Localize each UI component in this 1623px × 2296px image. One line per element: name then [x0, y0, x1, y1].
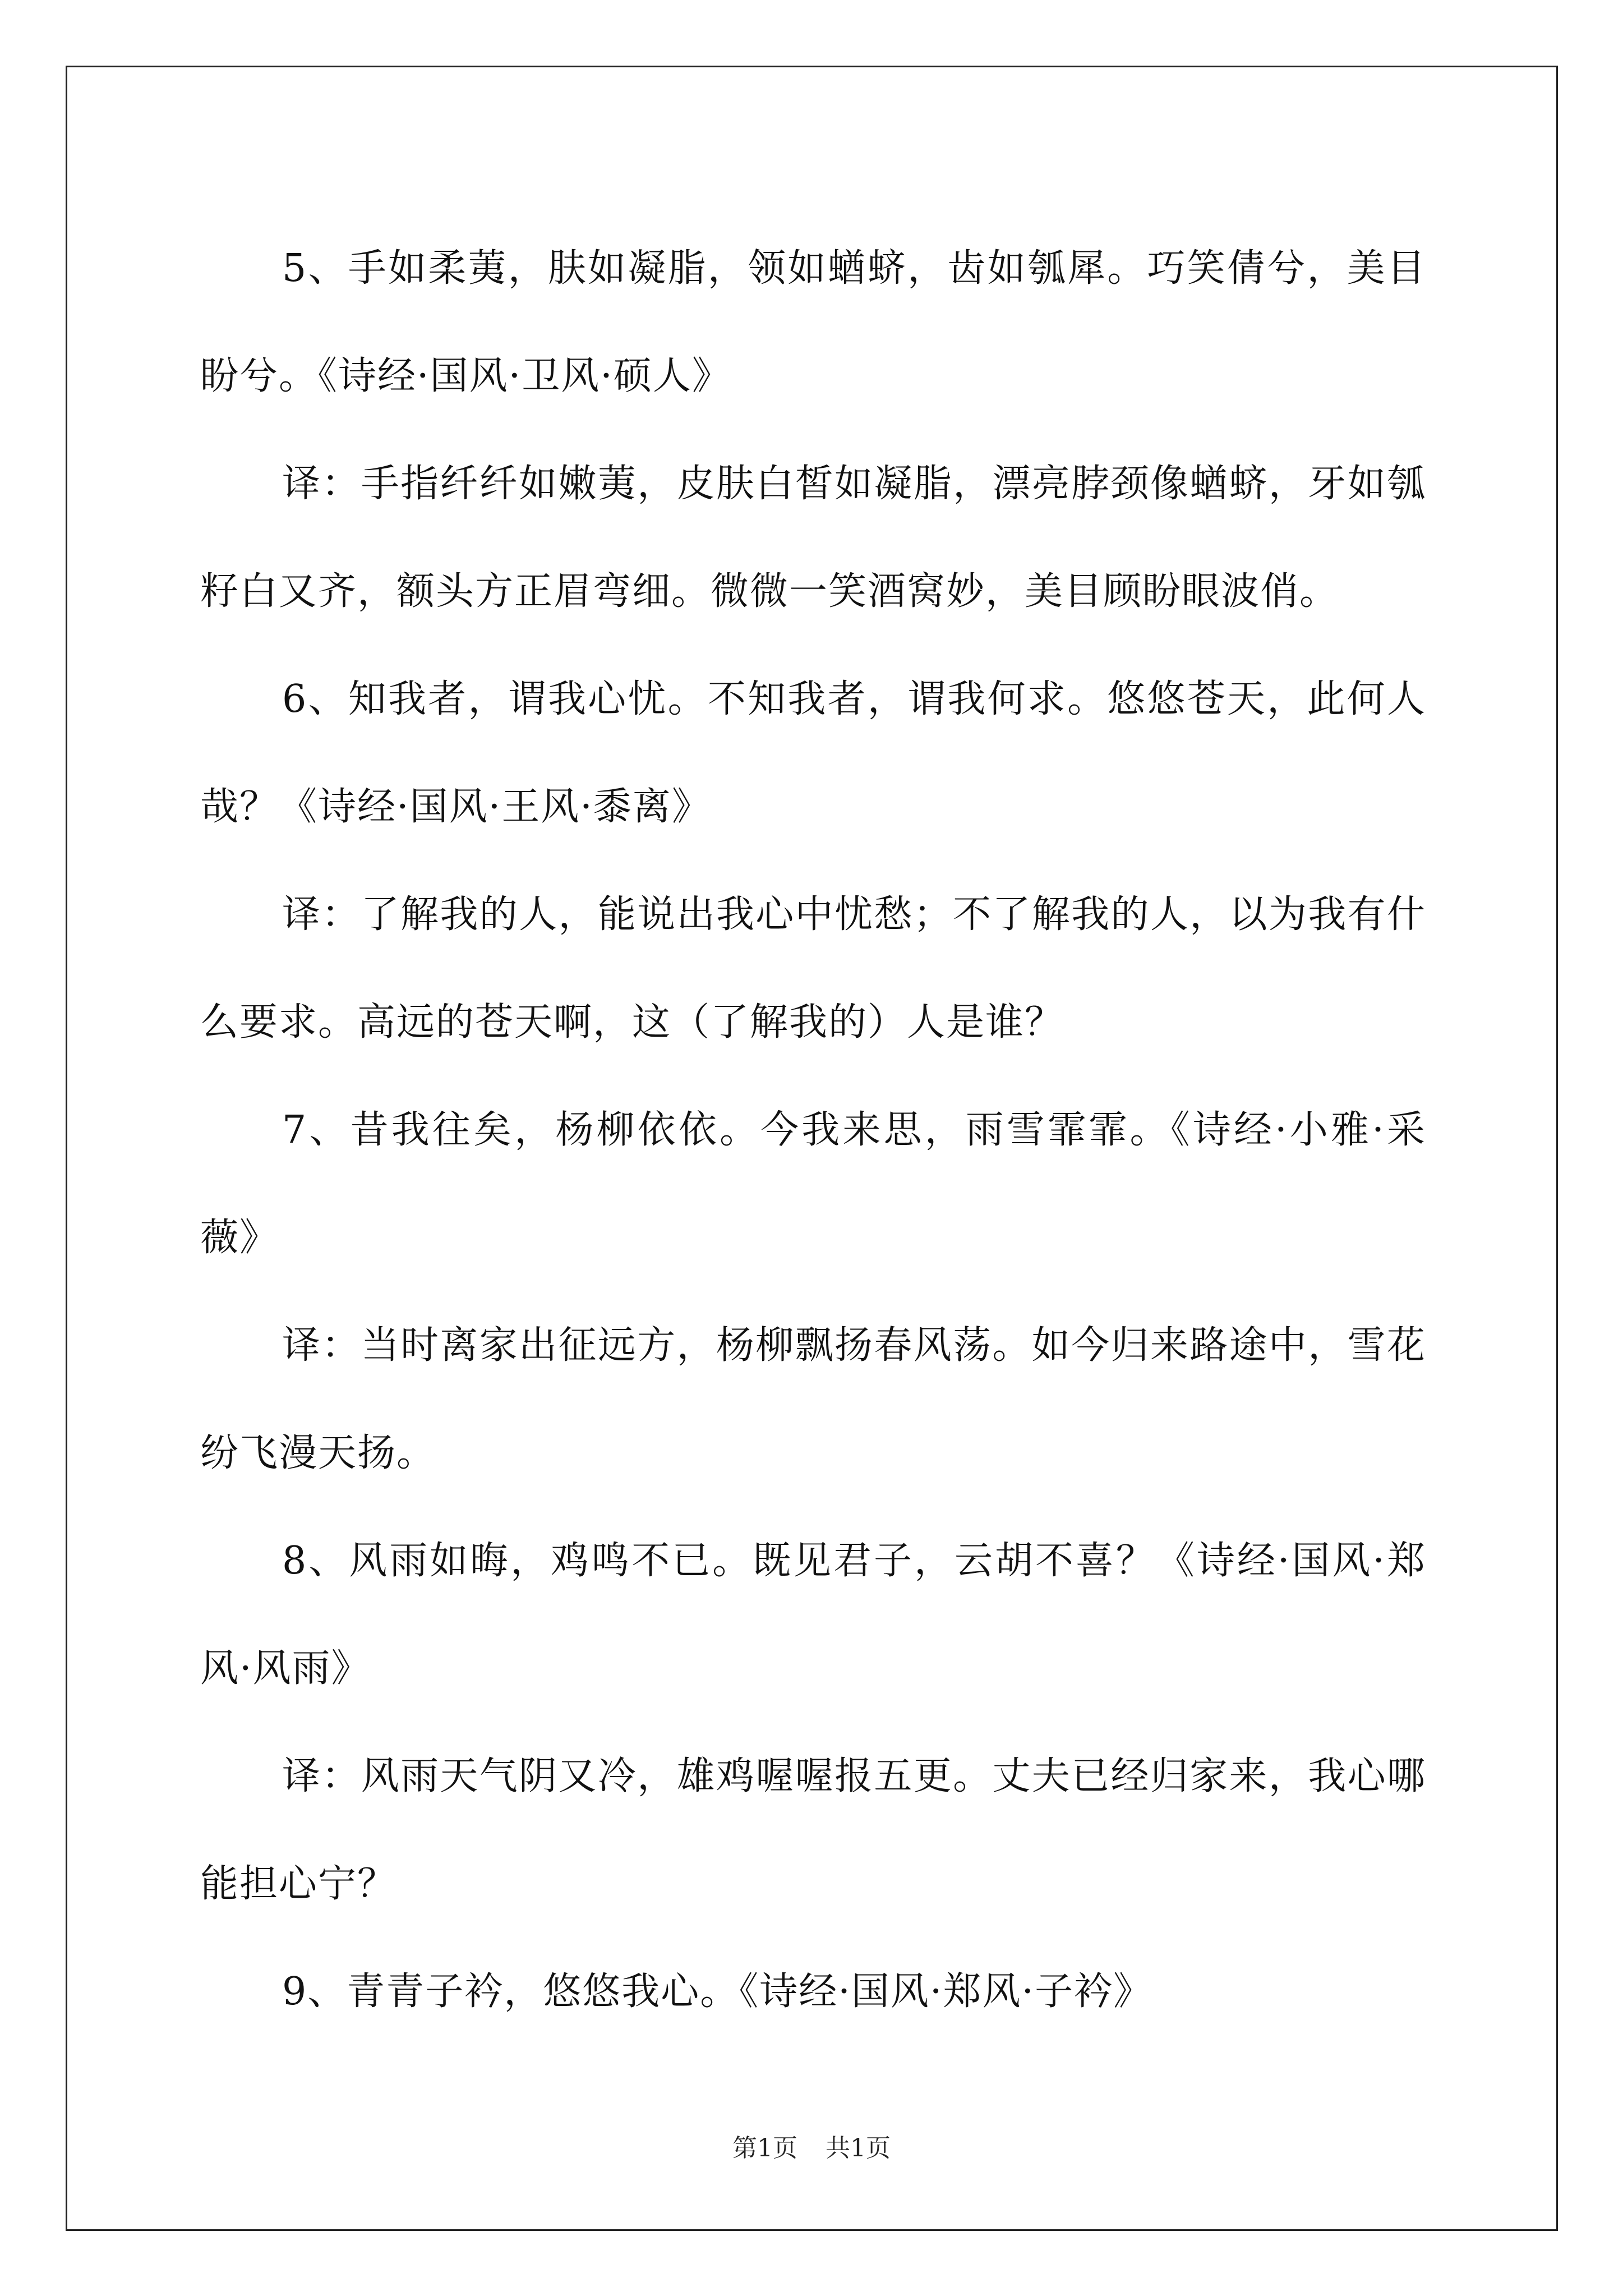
poem-paragraph-8: 8、风雨如晦，鸡鸣不已。既见君子，云胡不喜？《诗经·国风·郑风·风雨》 [200, 1539, 1426, 1691]
translation-paragraph-7: 译：当时离家出征远方，杨柳飘扬春风荡。如今归来路途中，雪花纷飞漫天扬。 [200, 1323, 1426, 1475]
poem-paragraph-5: 5、手如柔荑，肤如凝脂，领如蝤蛴，齿如瓠犀。巧笑倩兮，美目盼兮。《诗经·国风·卫风·硕人》 [200, 246, 1426, 398]
poem-paragraph-6: 6、知我者，谓我心忧。不知我者，谓我何求。悠悠苍天，此何人哉？《诗经·国风·王风·黍离》 [200, 677, 1426, 829]
page-number: 第1页 [732, 2134, 797, 2162]
translation-paragraph-6: 译：了解我的人，能说出我心中忧愁；不了解我的人，以为我有什么要求。高远的苍天啊，这（了解我的）人是谁？ [200, 892, 1426, 1045]
page-total: 共1页 [826, 2134, 891, 2162]
document-body [200, 215, 1426, 2046]
poem-paragraph-9: 9、青青子衿，悠悠我心。《诗经·国风·郑风·子衿》 [282, 1970, 1153, 2014]
translation-paragraph-8: 译：风雨天气阴又冷，雄鸡喔喔报五更。丈夫已经归家来，我心哪能担心宁？ [200, 1754, 1426, 1906]
poem-paragraph-7: 7、昔我往矣，杨柳依依。今我来思，雨雪霏霏。《诗经·小雅·采薇》 [200, 1108, 1426, 1260]
translation-paragraph-5: 译：手指纤纤如嫩荑，皮肤白皙如凝脂，漂亮脖颈像蝤蛴，牙如瓠籽白又齐，额头方正眉弯细。微微一笑酒窝妙，美目顾盼眼波俏。 [200, 462, 1426, 614]
page-footer [0, 2132, 1623, 2165]
